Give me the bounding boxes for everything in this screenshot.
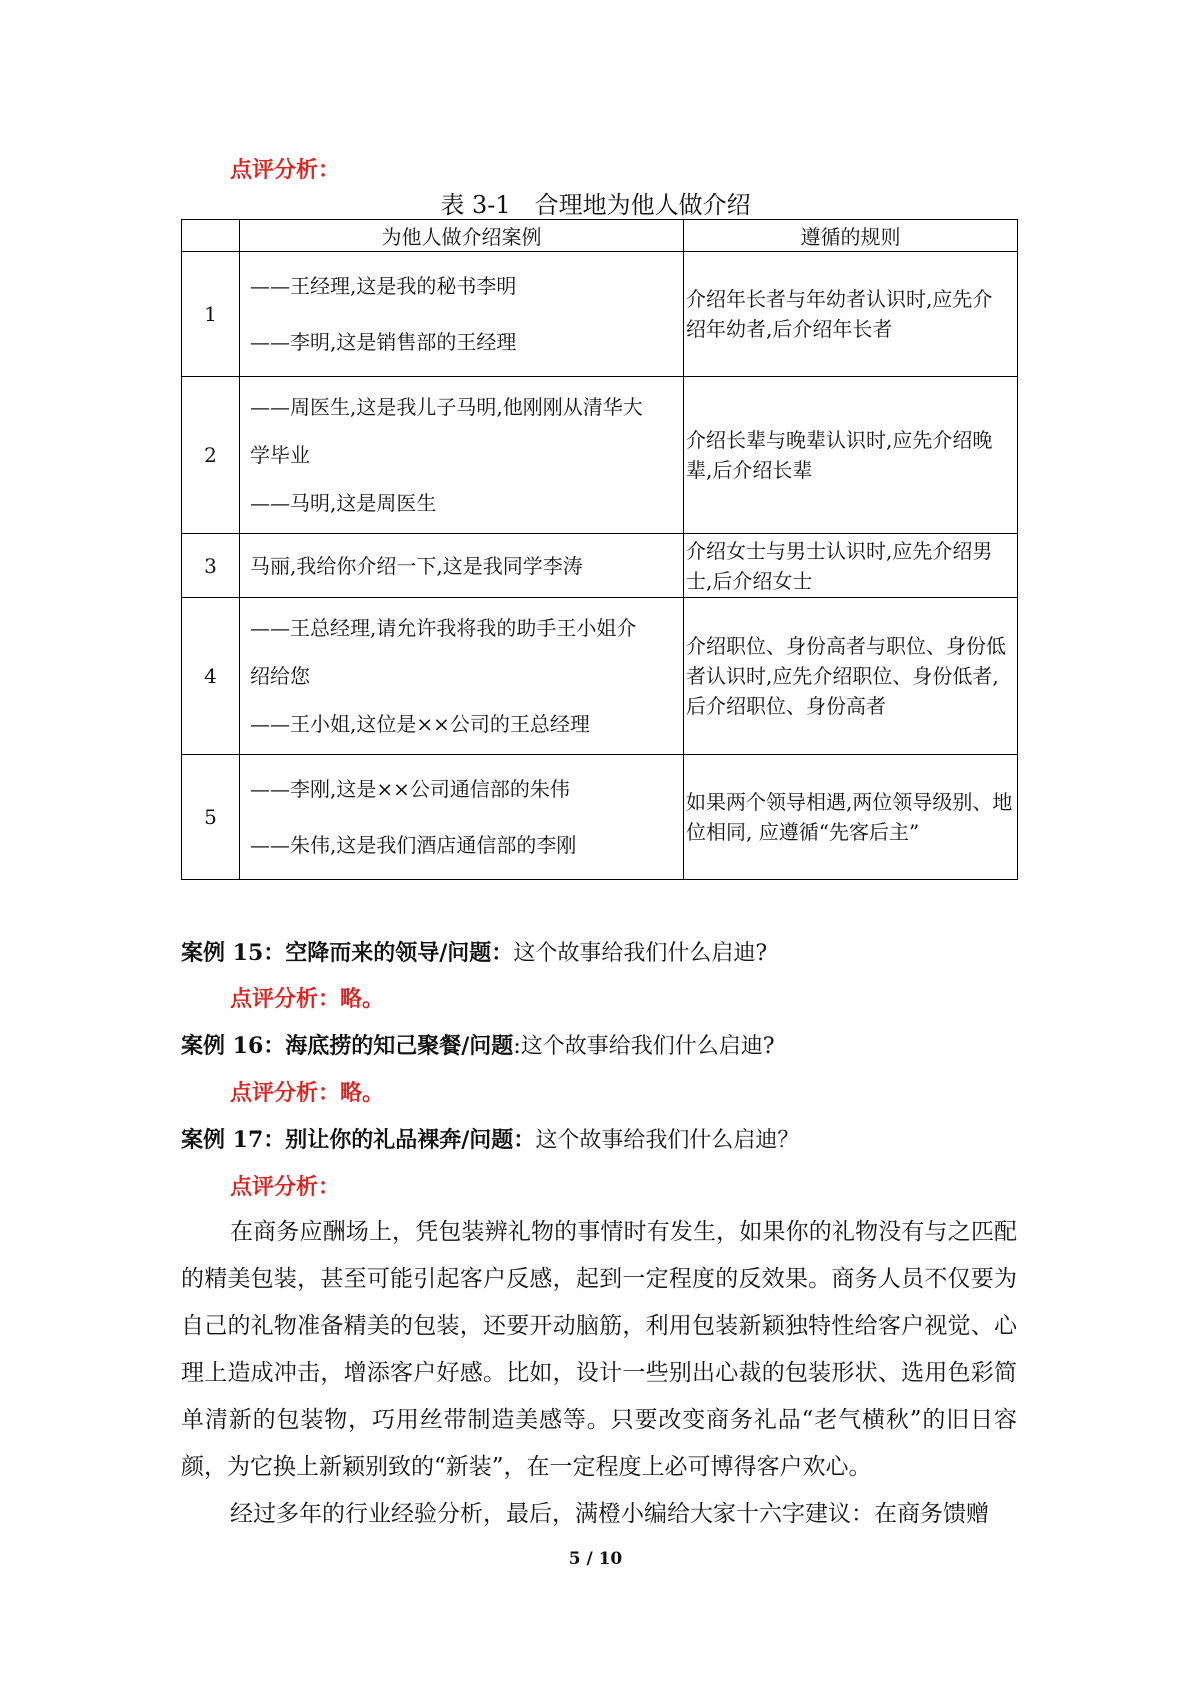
row-number: 5 [182, 755, 240, 880]
row-rule: 如果两个领导相遇,两位领导级别、地 位相同, 应遵循“先客后主” [684, 755, 1018, 880]
table-row [182, 534, 1018, 598]
body-text [181, 1209, 1017, 1538]
header-rule: 遵循的规则 [684, 220, 1018, 252]
row-number: 1 [182, 252, 240, 377]
row-rule: 介绍职位、身份高者与职位、身份低 者认识时,应先介绍职位、身份低者, 后介绍职位、身份高者 [684, 598, 1018, 755]
table-header-row [182, 220, 1018, 252]
table-row [182, 377, 1018, 534]
row-rule: 介绍女士与男士认识时,应先介绍男 士,后介绍女士 [684, 534, 1018, 598]
introduction-table [181, 219, 1018, 880]
comment-label: 点评分析： [230, 157, 341, 183]
row-number: 3 [182, 534, 240, 598]
table-row [182, 252, 1018, 377]
case-17-heading: 案例 17：别让你的礼品裸奔/问题：这个故事给我们什么启迪？ [181, 1127, 800, 1153]
row-rule: 介绍长辈与晚辈认识时,应先介绍晚 辈,后介绍长辈 [684, 377, 1018, 534]
case-17-comment: 点评分析： [230, 1174, 341, 1200]
row-number: 4 [182, 598, 240, 755]
header-index [182, 220, 240, 252]
case-15-heading: 案例 15：空降而来的领导/问题：这个故事给我们什么启迪? [181, 940, 768, 966]
row-case: ——周医生,这是我儿子马明,他刚刚从清华大 学毕业 ——马明,这是周医生 [240, 377, 684, 534]
paragraph: 经过多年的行业经验分析，最后，满橙小编给大家十六字建议：在商务馈赠 [230, 1501, 989, 1527]
row-number: 2 [182, 377, 240, 534]
page-number: 5 / 10 [568, 1549, 623, 1569]
paragraph: 在商务应酬场上，凭包装辨礼物的事情时有发生，如果你的礼物没有与之匹配的精美包装，甚至可能引起客户反感，起到一定程度的反效果。商务人员不仅要为自己的礼物准备精美的包装，还要开动脑筋，利用包装新颖独特性给客户视觉、心理上造成冲击，增添客户好感。比如，设计一些别出心裁的包装形状、选用色彩简单清新的包装物，巧用丝带制造美感等。只要改变商务礼品“老气横秋”的旧日容颜，为它换上新颖别致的“新装”，在一定程度上必可博得客户欢心。 [181, 1219, 1017, 1480]
row-case: ——王经理,这是我的秘书李明 ——李明,这是销售部的王经理 [240, 252, 684, 377]
case-15-comment: 点评分析：略。 [230, 986, 385, 1012]
row-case: ——王总经理,请允许我将我的助手王小姐介 绍给您 ——王小姐,这位是××公司的王总经理 [240, 598, 684, 755]
header-case: 为他人做介绍案例 [240, 220, 684, 252]
table-row [182, 598, 1018, 755]
row-case: ——李刚,这是××公司通信部的朱伟 ——朱伟,这是我们酒店通信部的李刚 [240, 755, 684, 880]
table-caption: 表 3-1 合理地为他人做介绍 [440, 191, 751, 219]
case-16-comment: 点评分析：略。 [230, 1080, 385, 1106]
table-row [182, 755, 1018, 880]
row-rule: 介绍年长者与年幼者认识时,应先介 绍年幼者,后介绍年长者 [684, 252, 1018, 377]
row-case: 马丽,我给你介绍一下,这是我同学李涛 [240, 534, 684, 598]
case-16-heading: 案例 16：海底捞的知己聚餐/问题:这个故事给我们什么启迪? [181, 1033, 775, 1059]
